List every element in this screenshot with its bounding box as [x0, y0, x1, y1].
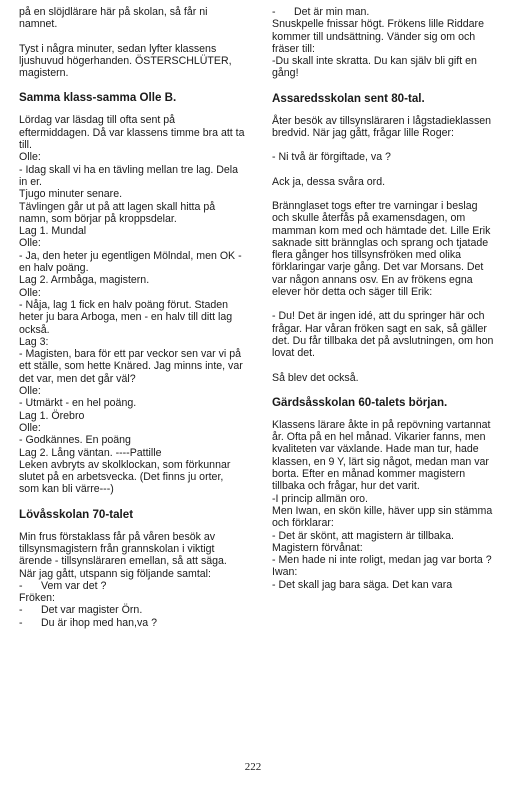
dialogue-line: - Du är ihop med han,va ?: [19, 616, 158, 629]
paragraph: Snuskpelle fnissar högt. Frökens lille Riddare kommer till undsättning. Vänder sig om och fräser till:: [272, 18, 484, 55]
text-line: - Ja, den heter ju egentligen Mölndal, men OK - en halv poäng.: [19, 249, 242, 275]
text-line: - Det skall jag bara säga. Det kan vara: [272, 578, 453, 591]
dialogue-line: - Det är min man.: [272, 6, 370, 18]
dialogue-block: [19, 151, 245, 495]
right-column: [272, 6, 494, 591]
dialogue-line: Fröken:: [19, 592, 55, 605]
section-heading: Gärdsåsskolan 60-talets början.: [272, 395, 448, 409]
paragraph: Brännglaset togs efter tre varningar i beslag och skulle återfås på examensdagen, om mamman kom med och hämtade det. Lille Erik saknade sitt brännglas och sprang och tjatade flera gånger hos tillsynsfröken med olika förklaringar varje gång. Det var Morsans. Det var någon annans osv. En av frökens egna elever hör detta och säger till Erik:: [272, 199, 491, 299]
left-column: [19, 6, 245, 629]
paragraph: - Du! Det är ingen idé, att du springer här och frågar. Har våran fröken sagt en sak, så gäller det. Du får tillbaka det på avslutningen, om hon lovat det.: [272, 310, 494, 360]
text-line: Lag 1. Örebro: [19, 409, 85, 422]
text-line: Magistern förvånat:: [272, 541, 363, 554]
text-line: Olle:: [19, 385, 41, 398]
text-line: Olle:: [19, 237, 41, 250]
text-line: Lag 2. Armbåga, magistern.: [19, 274, 150, 287]
text-line: Lag 1. Mundal: [19, 225, 87, 238]
paragraph: Min frus förstaklass får på våren besök av tillsynsmagistern från grannskolan i viktigt ärende - tillsynsläraren emellan, så att säga. När jag gått, utspann sig följande samtal:: [19, 530, 227, 580]
text-line: Lag 3:: [19, 335, 49, 348]
paragraph: på en slöjdlärare här på skolan, så får ni namnet.: [19, 6, 208, 31]
paragraph: Lördag var läsdag till ofta sent på eftermiddagen. Då var klassens timme bra att ta till.: [19, 114, 245, 152]
dialogue-line: - Det var magister Örn.: [19, 604, 143, 617]
text-line: Lag 2. Lång väntan. ----Pattille: [19, 446, 162, 459]
text-line: - Utmärkt - en hel poäng.: [19, 397, 137, 410]
text-line: Iwan:: [272, 566, 298, 579]
text-line: - Idag skall vi ha en tävling mellan tre lag. Dela in er.: [19, 163, 239, 188]
text-line: - Men hade ni inte roligt, medan jag var borta ?: [272, 554, 492, 567]
dialogue-block: [272, 493, 494, 591]
paragraph: -Du skall inte skratta. Du kan själv bli gift en gång!: [272, 55, 477, 80]
text-line: Men Iwan, en skön kille, häver upp sin stämma och förklarar:: [272, 504, 493, 530]
text-line: Olle:: [19, 151, 41, 164]
paragraph: - Ni två är förgiftade, va ?: [272, 151, 391, 164]
page-number: 222: [244, 761, 262, 773]
section-heading: Lövåsskolan 70-talet: [19, 507, 134, 521]
paragraph: Åter besök av tillsynsläraren i lågstadieklassen bredvid. När jag gått, frågar lille Roger:: [272, 114, 492, 140]
text-line: Olle:: [19, 421, 41, 434]
text-line: Olle:: [19, 286, 41, 299]
section-heading: Assaredsskolan sent 80-tal.: [272, 91, 425, 105]
text-line: Tjugo minuter senare.: [19, 188, 123, 201]
dialogue-line: - Vem var det ?: [19, 579, 107, 592]
text-line: -I princip allmän oro.: [272, 492, 368, 505]
paragraph: Ack ja, dessa svåra ord.: [272, 175, 386, 188]
text-line: Tävlingen går ut på att lagen skall hitta på namn, som börjar på kroppsdelar.: [19, 200, 216, 225]
text-line: - Det är skönt, att magistern är tillbaka.: [272, 529, 454, 542]
text-line: Leken avbryts av skolklockan, som förkunnar slutet på en arbetsvecka. (Det finns ju orter, som kan bli värre---): [19, 458, 231, 496]
paragraph: Klassens lärare åkte in på repövning vartannat år. Ofta på en hel månad. Vikarier fanns, men kvaliteten var växlande. Hade man tur, hade klassen, en 9 Y, lärt sig något, medan man var borta. Efter en månad kommer magistern tillbaka och frågar, hur det varit.: [272, 418, 491, 493]
text-line: - Nåja, lag 1 fick en halv poäng förut. Staden heter ju bara Arboga, men - en halv till ditt lag också.: [19, 298, 233, 336]
section-heading: Samma klass-samma Olle B.: [19, 91, 177, 105]
text-line: - Magisten, bara för ett par veckor sen var vi på ett ställe, som hette Knäred. Jag minns inte, var det var, men det går väl?: [19, 348, 243, 385]
text-line: - Godkännes. En poäng: [19, 434, 131, 447]
paragraph: Tyst i några minuter, sedan lyfter klassens ljushuvud högerhanden. ÖSTERSCHLÜTER, magistern.: [19, 42, 232, 80]
paragraph: Så blev det också.: [272, 371, 359, 384]
